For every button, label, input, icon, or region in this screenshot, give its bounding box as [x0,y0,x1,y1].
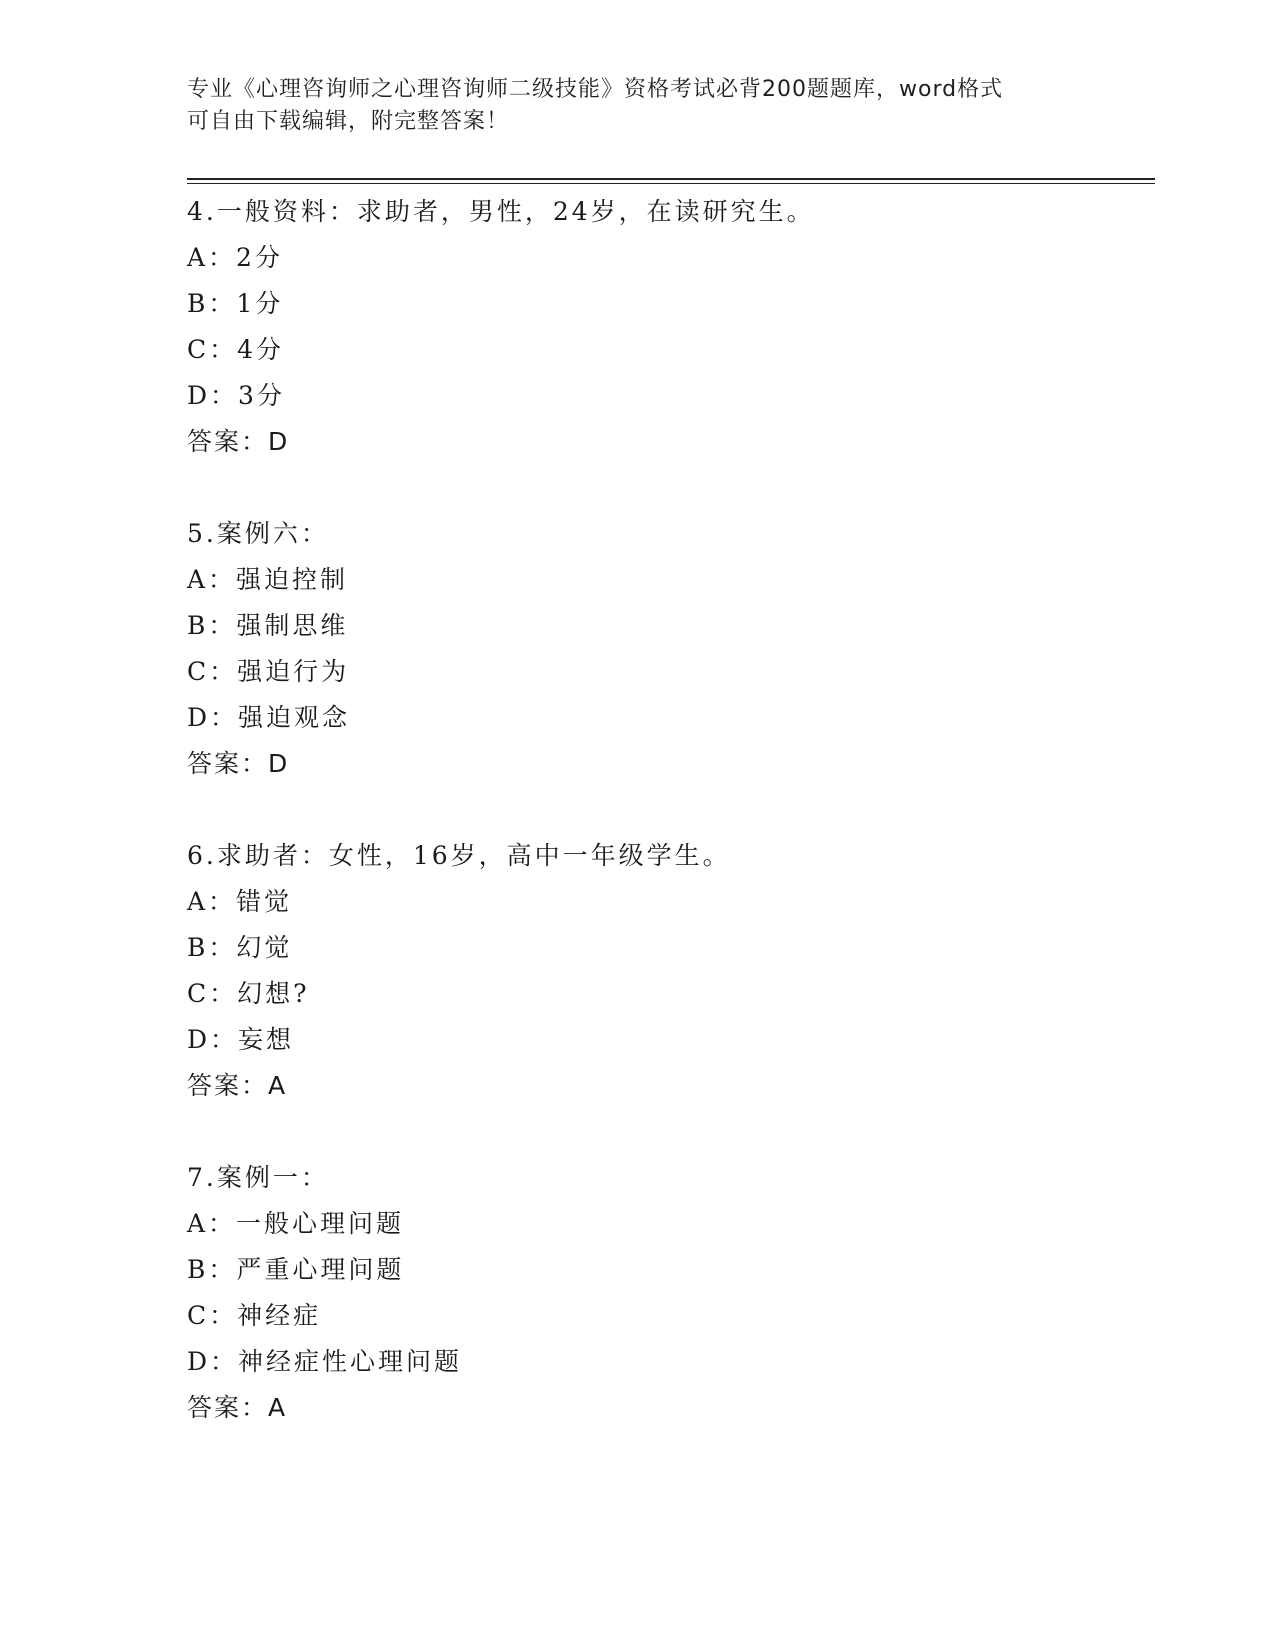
option-c: C：强迫行为 [187,657,350,686]
option-b: B：幻觉 [187,933,293,962]
question-list [187,189,1147,1477]
question-5 [187,511,1147,787]
question-7 [187,1155,1147,1431]
header-divider-thick [187,178,1155,180]
question-4 [187,189,1147,465]
option-c: C：4分 [187,335,285,364]
answer-line: 答案：D [187,427,290,456]
answer-line: 答案：A [187,1071,288,1100]
header-divider-thin [187,183,1155,184]
option-d: D：神经症性心理问题 [187,1347,463,1376]
option-a: A：错觉 [187,887,293,916]
header-line-2: 可自由下载编辑，附完整答案！ [187,109,510,134]
option-d: D：妄想 [187,1025,295,1054]
option-b: B：强制思维 [187,611,349,640]
option-b: B：严重心理问题 [187,1255,405,1284]
question-stem: 4.一般资料：求助者，男性，24岁，在读研究生。 [187,197,815,226]
question-6 [187,833,1147,1109]
question-stem: 6.求助者：女性，16岁，高中一年级学生。 [187,841,731,870]
option-a: A：2分 [187,243,283,272]
answer-line: 答案：A [187,1393,288,1422]
option-a: A：强迫控制 [187,565,349,594]
option-b: B：1分 [187,289,284,318]
option-c: C：神经症 [187,1301,322,1330]
document-header [187,74,1087,138]
answer-line: 答案：D [187,749,290,778]
option-d: D：强迫观念 [187,703,351,732]
option-c: C：幻想? [187,979,310,1008]
option-d: D：3分 [187,381,285,410]
header-line-1: 专业《心理咨询师之心理咨询师二级技能》资格考试必背200题题库，word格式 [187,77,1004,102]
question-stem: 5.案例六： [187,519,329,548]
option-a: A：一般心理问题 [187,1209,405,1238]
question-stem: 7.案例一： [187,1163,329,1192]
